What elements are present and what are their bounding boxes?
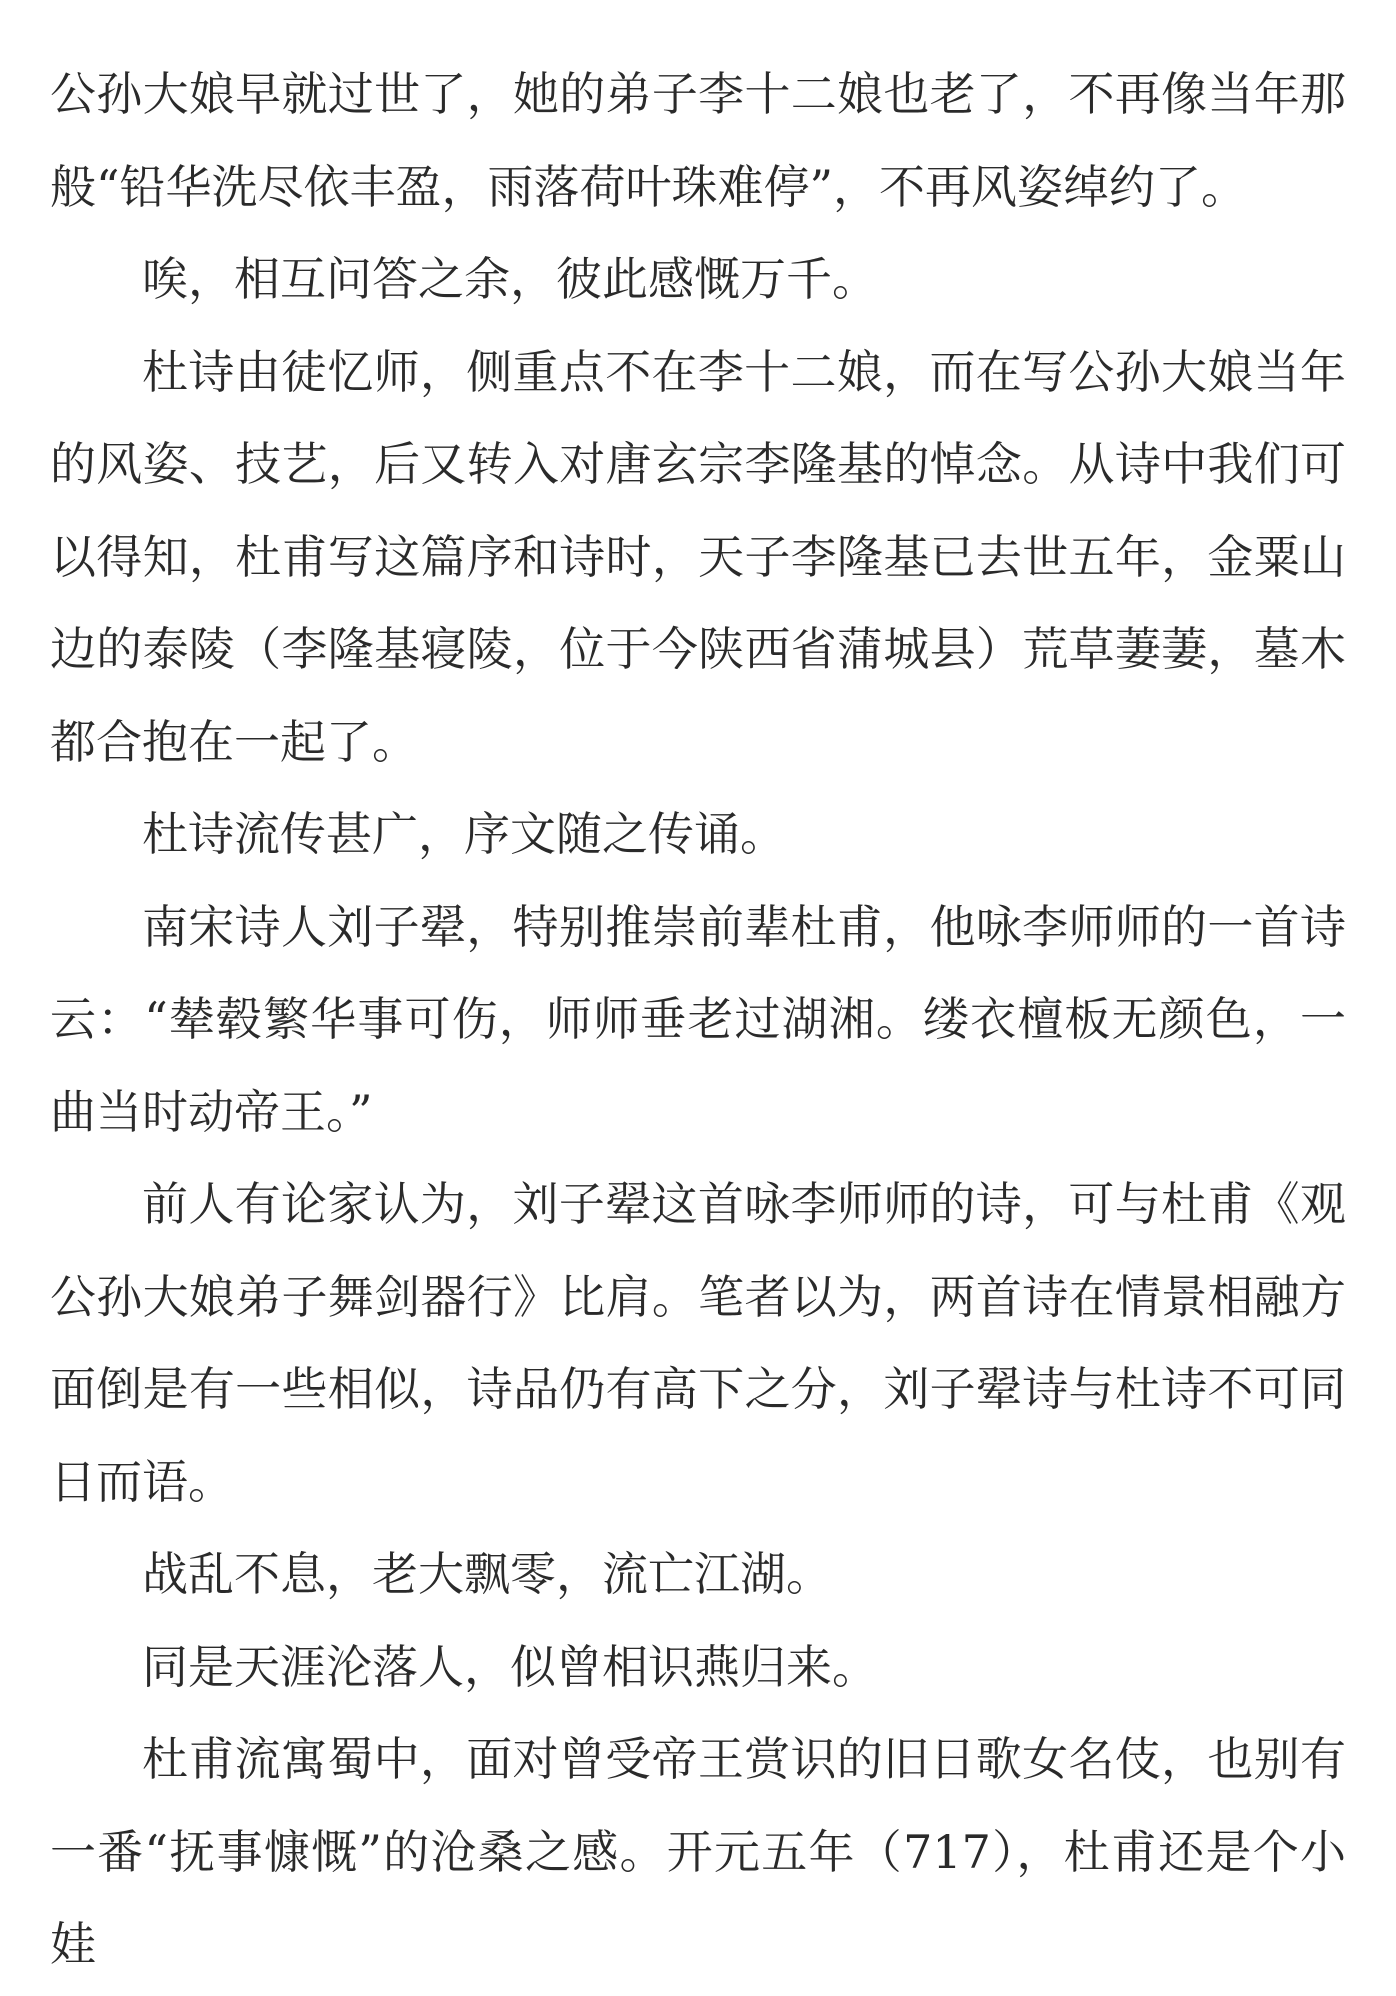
paragraph-1: 公孙大娘早就过世了，她的弟子李十二娘也老了，不再像当年那般“铅华洗尽依丰盈，雨落荷叶珠难停”，不再风姿绰约了。: [50, 67, 1346, 214]
paragraph-8: 同是天涯沦落人，似曾相识燕归来。: [142, 1639, 878, 1694]
paragraph-5: 南宋诗人刘子翚，特别推崇前辈杜甫，他咏李师师的一首诗云：“辇毂繁华事可伤，师师垂老过湖湘。缕衣檀板无颜色，一曲当时动帝王。”: [50, 899, 1346, 1139]
paragraph-4: 杜诗流传甚广，序文随之传诵。: [142, 807, 786, 861]
paragraph-2: 唉，相互问答之余，彼此感慨万千。: [142, 252, 878, 306]
paragraph-9: 杜甫流寓蜀中，面对曾受帝王赏识的旧日歌女名伎，也别有一番“抚事慷慨”的沧桑之感。开元五年（717），杜甫还是个小娃: [50, 1732, 1346, 1971]
paragraph-3: 杜诗由徒忆师，侧重点不在李十二娘，而在写公孙大娘当年的风姿、技艺，后又转入对唐玄宗李隆基的悼念。从诗中我们可以得知，杜甫写这篇序和诗时，天子李隆基已去世五年，金粟山边的泰陵（李隆基寝陵，位于今陕西省蒲城县）荒草萋萋，墓木都合抱在一起了。: [50, 344, 1346, 769]
paragraph-7: 战乱不息，老大飘零，流亡江湖。: [142, 1547, 832, 1601]
document-page: [50, 48, 1346, 1991]
paragraph-6: 前人有论家认为，刘子翚这首咏李师师的诗，可与杜甫《观公孙大娘弟子舞剑器行》比肩。笔者以为，两首诗在情景相融方面倒是有一些相似，诗品仍有高下之分，刘子翚诗与杜诗不可同日而语。: [50, 1177, 1346, 1509]
